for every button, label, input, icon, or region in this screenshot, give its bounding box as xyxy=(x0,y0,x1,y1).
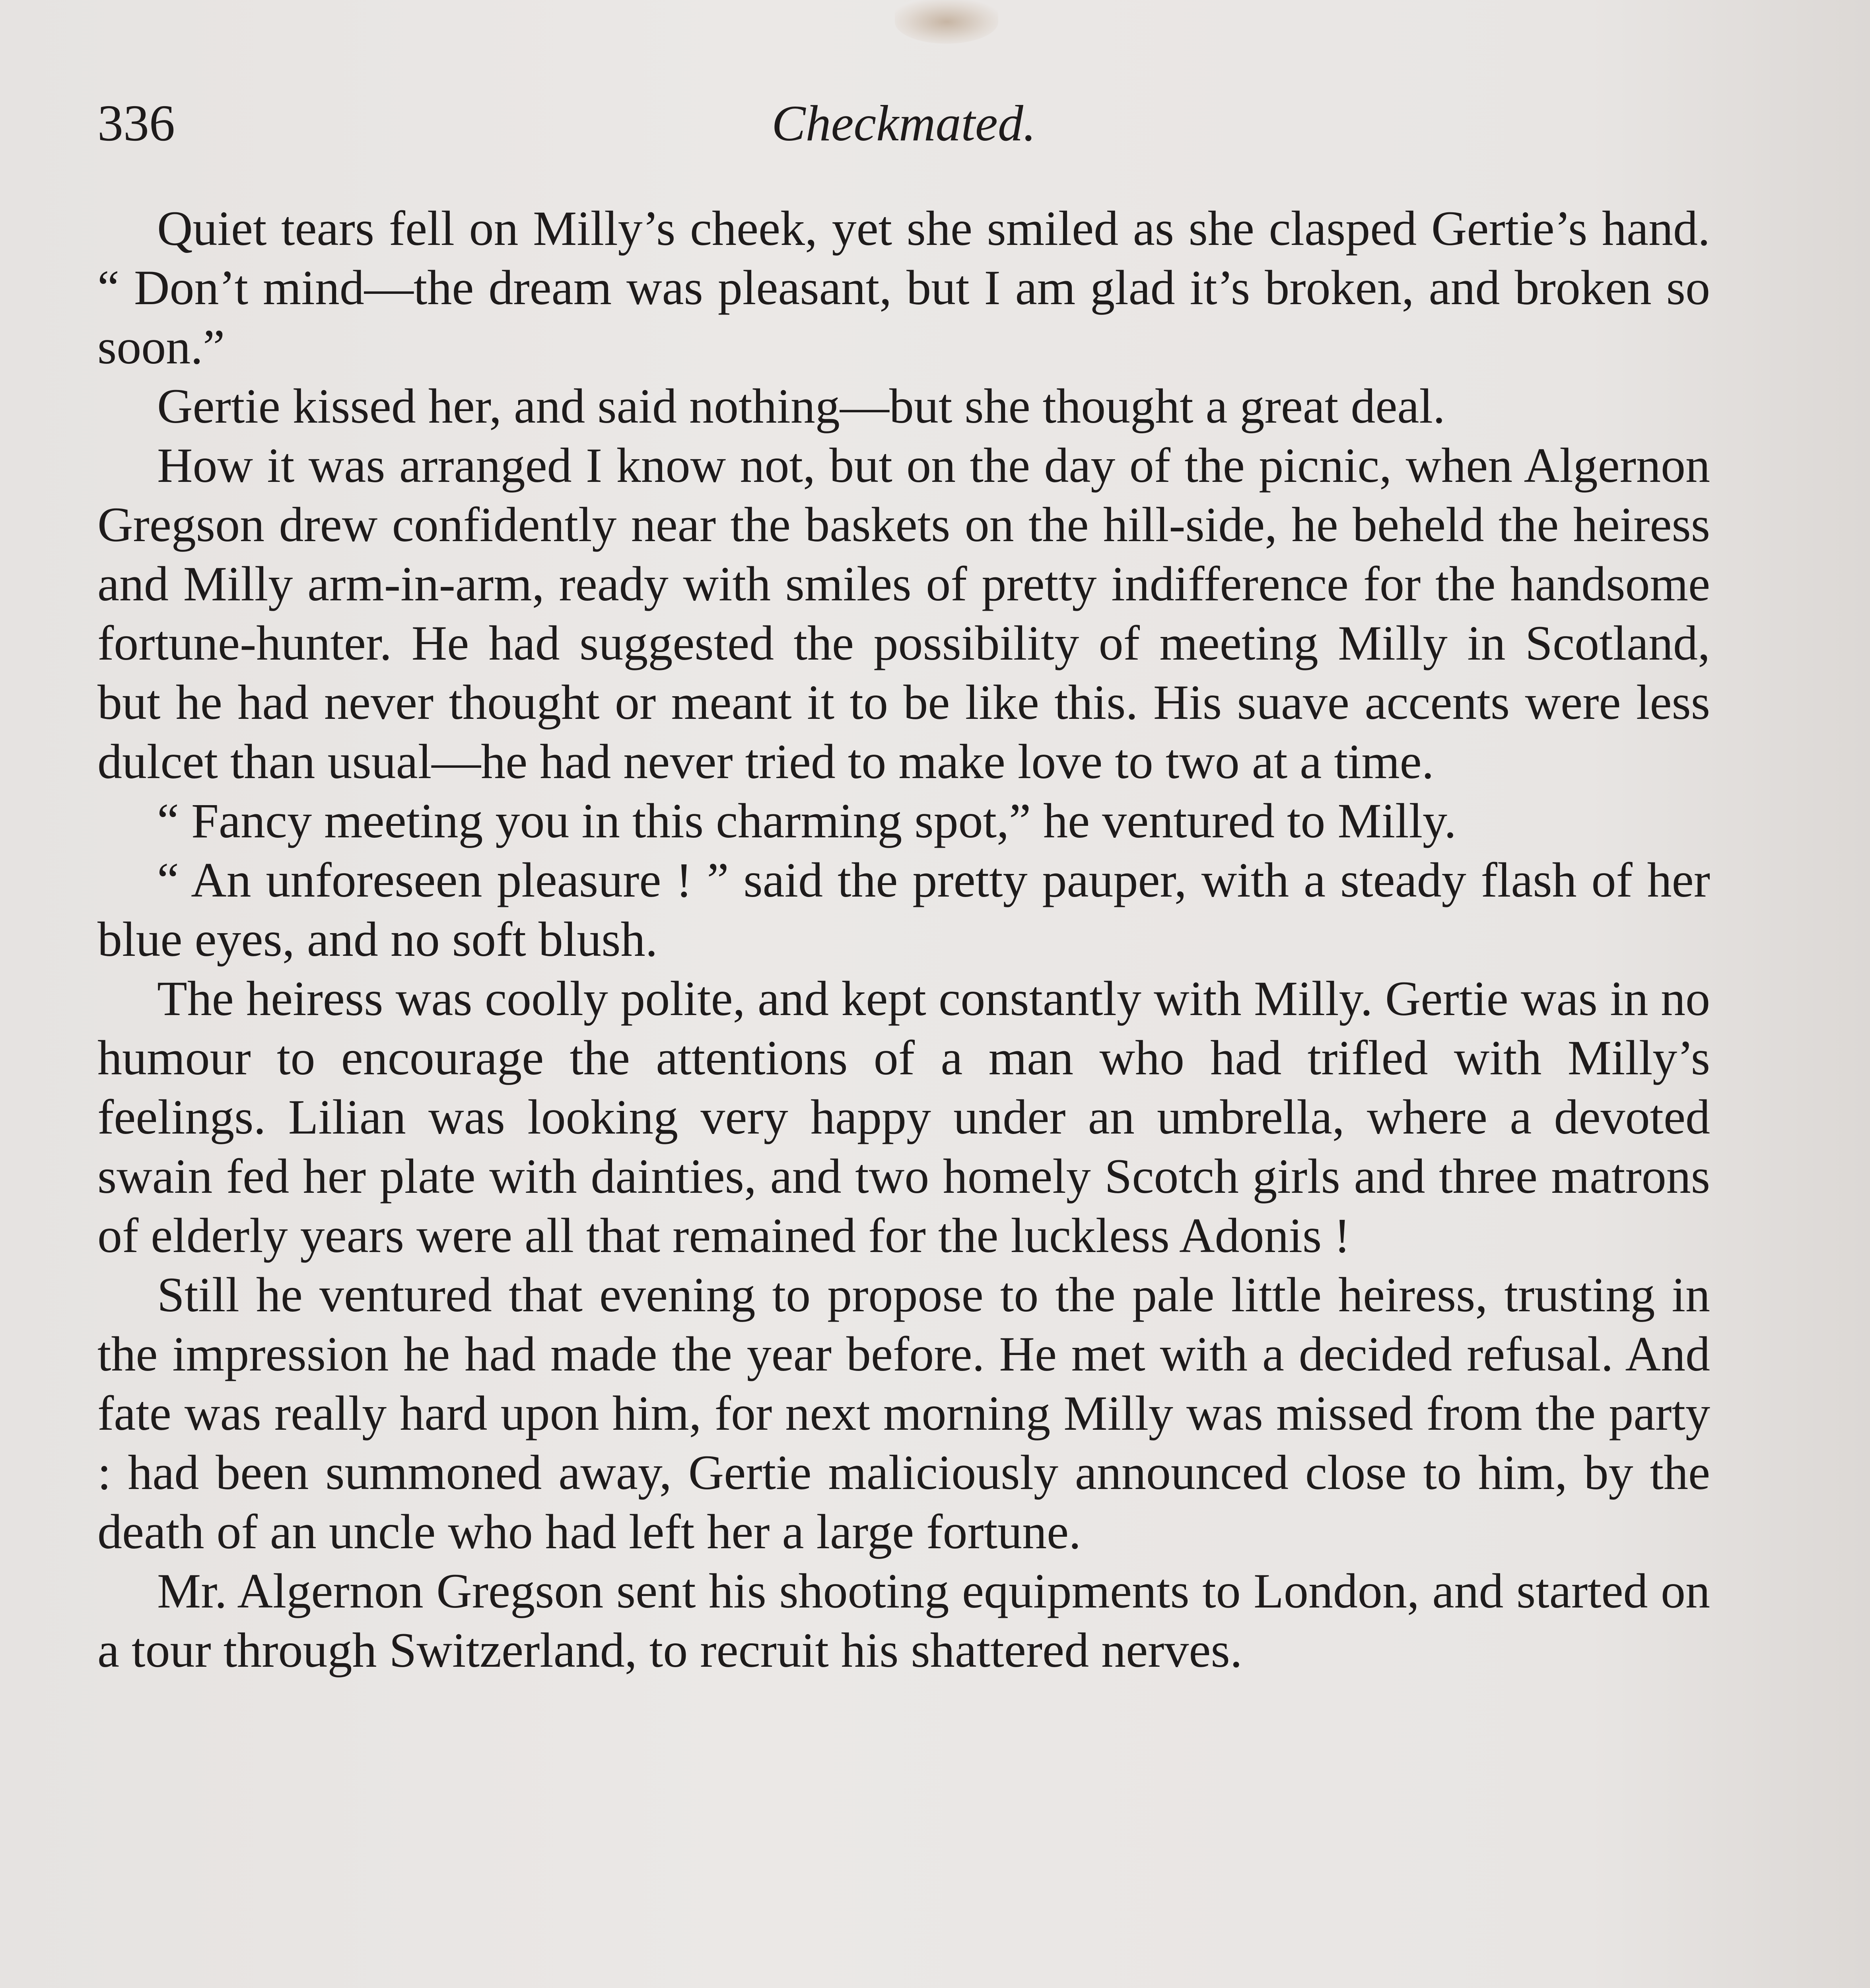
page-header xyxy=(97,89,1710,157)
paragraph: Quiet tears fell on Milly’s cheek, yet she smiled as she clasped Gertie’s hand. “ Don’t mind—the dream was pleasant, but I am glad it’s broken, and broken so soon.” xyxy=(97,201,1710,374)
paragraph: “ An unforeseen pleasure ! ” said the pretty pauper, with a steady flash of her blue eyes, and no soft blush. xyxy=(97,853,1710,967)
body-text xyxy=(97,199,1710,1680)
page-stain xyxy=(895,0,998,44)
paragraph: The heiress was coolly polite, and kept constantly with Milly. Gertie was in no humour to encourage the attentions of a man who had trifled with Milly’s feelings. Lilian was looking very happy under an umbrella, where a devoted swain fed her plate with dainties, and two homely Scotch girls and three matrons of elderly years were all that remained for the luckless Adonis ! xyxy=(97,971,1710,1263)
paragraph: Still he ventured that evening to propose to the pale little heiress, trusting in the impression he had made the year before. He met with a decided refusal. And fate was really hard upon him, for next morning Milly was missed from the party : had been summoned away, Gertie maliciously announced close to him, by the death of an uncle who had left her a large fortune. xyxy=(97,1268,1710,1559)
paragraph: “ Fancy meeting you in this charming spot,” he ventured to Milly. xyxy=(157,794,1456,848)
running-title: Checkmated. xyxy=(772,95,1036,151)
page-number: 336 xyxy=(97,95,175,152)
paragraph: Gertie kissed her, and said nothing—but she thought a great deal. xyxy=(157,379,1445,433)
paragraph: Mr. Algernon Gregson sent his shooting equipments to London, and started on a tour through Switzerland, to recruit his shattered nerves. xyxy=(97,1564,1710,1677)
paragraph: How it was arranged I know not, but on the day of the picnic, when Algernon Gregson drew confidently near the baskets on the hill-side, he beheld the heiress and Milly arm-in-arm, ready with smiles of pretty indifference for the handsome fortune-hunter. He had suggested the possibility of meeting Milly in Scotland, but he had never thought or meant it to be like this. His suave accents were less dulcet than usual—he had never tried to make love to two at a time. xyxy=(97,438,1710,789)
